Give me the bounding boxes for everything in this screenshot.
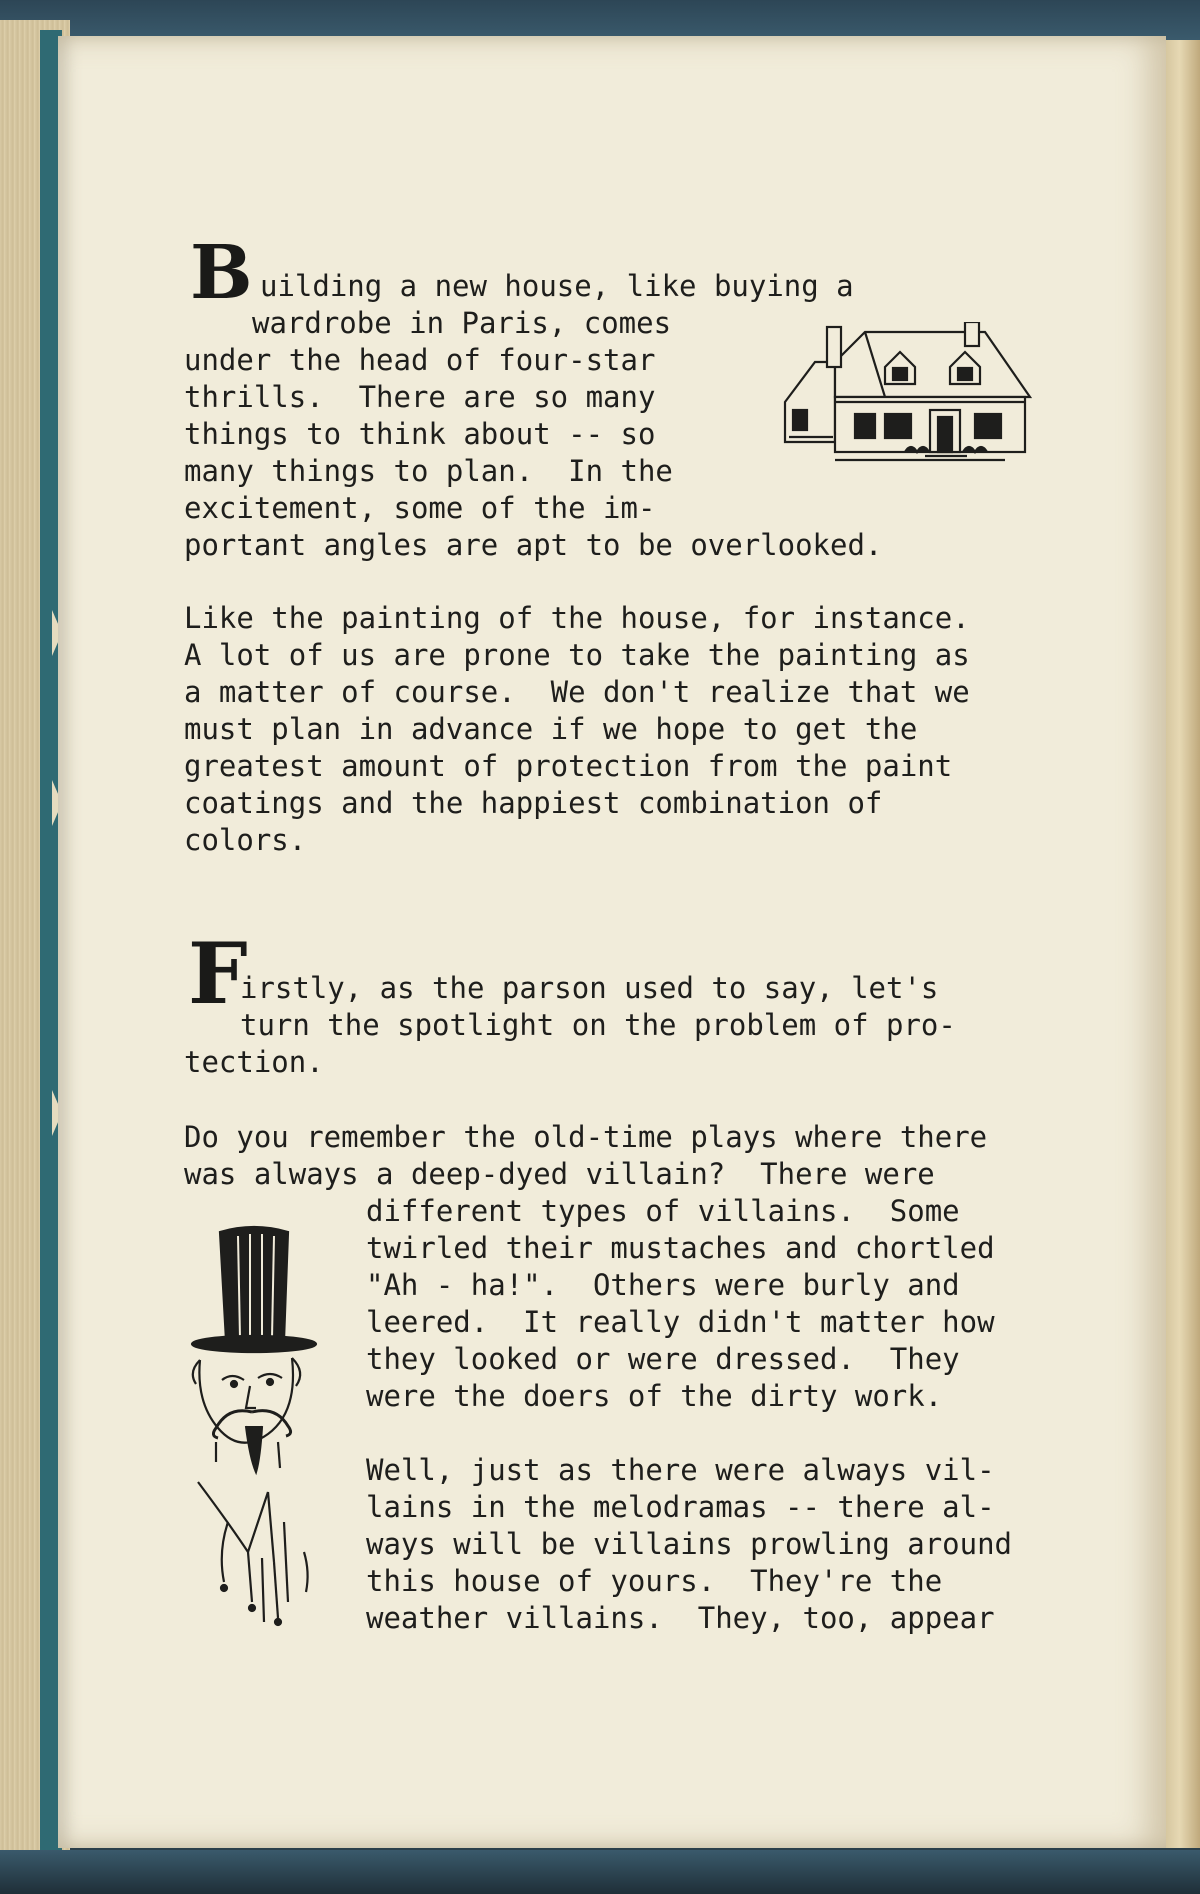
paragraph-line: thrills. There are so many — [184, 380, 656, 414]
paragraph-line: a matter of course. We don't realize that we — [184, 675, 970, 709]
paragraph-line: they looked or were dressed. They — [366, 1342, 960, 1376]
paragraph-line: leered. It really didn't matter how — [366, 1305, 995, 1339]
paragraph-line: this house of yours. They're the — [366, 1564, 943, 1598]
paragraph-line: under the head of four-star — [184, 343, 656, 377]
paragraph-line: irstly, as the parson used to say, let's — [240, 971, 939, 1005]
book-cover-bottom — [0, 1850, 1200, 1894]
paragraph-line: portant angles are apt to be overlooked. — [184, 528, 883, 562]
paragraph-line: Well, just as there were always vil- — [366, 1453, 995, 1487]
paragraph-line: lains in the melodramas -- there al- — [366, 1490, 995, 1524]
paragraph-line: tection. — [184, 1045, 324, 1079]
paragraph-line: uilding a new house, like buying a — [260, 269, 854, 303]
page-edge — [1166, 40, 1200, 1848]
paragraph-line: were the doers of the dirty work. — [366, 1379, 943, 1413]
paragraph-line: "Ah - ha!". Others were burly and — [366, 1268, 960, 1302]
book-cover-top — [0, 0, 1200, 40]
drop-cap-f: F — [188, 924, 248, 1023]
paragraph-line: colors. — [184, 823, 307, 857]
paragraph-line: many things to plan. In the — [184, 454, 673, 488]
paragraph-line: coatings and the happiest combination of — [184, 786, 883, 820]
paragraph-line: things to think about -- so — [184, 417, 656, 451]
paragraph-line: weather villains. They, too, appear — [366, 1601, 995, 1635]
paragraph-line: wardrobe in Paris, comes — [252, 306, 672, 340]
paragraph-line: Do you remember the old-time plays where there — [184, 1120, 988, 1154]
paragraph-line: turn the spotlight on the problem of pro- — [240, 1008, 956, 1042]
paragraph-line: twirled their mustaches and chortled — [366, 1231, 995, 1265]
paragraph-line: greatest amount of protection from the paint — [184, 749, 953, 783]
paragraph-line: ways will be villains prowling around — [366, 1527, 1013, 1561]
paragraph-line: A lot of us are prone to take the painting as — [184, 638, 970, 672]
paragraph-line: Like the painting of the house, for instance. — [184, 601, 970, 635]
drop-cap-b: B — [190, 230, 253, 316]
paragraph-line: excitement, some of the im- — [184, 491, 656, 525]
paragraph-line: must plan in advance if we hope to get the — [184, 712, 918, 746]
paragraph-line: was always a deep-dyed villain? There were — [184, 1157, 935, 1191]
villain-illustration — [188, 1222, 328, 1632]
house-illustration — [775, 322, 1035, 472]
paragraph-line: different types of villains. Some — [366, 1194, 960, 1228]
